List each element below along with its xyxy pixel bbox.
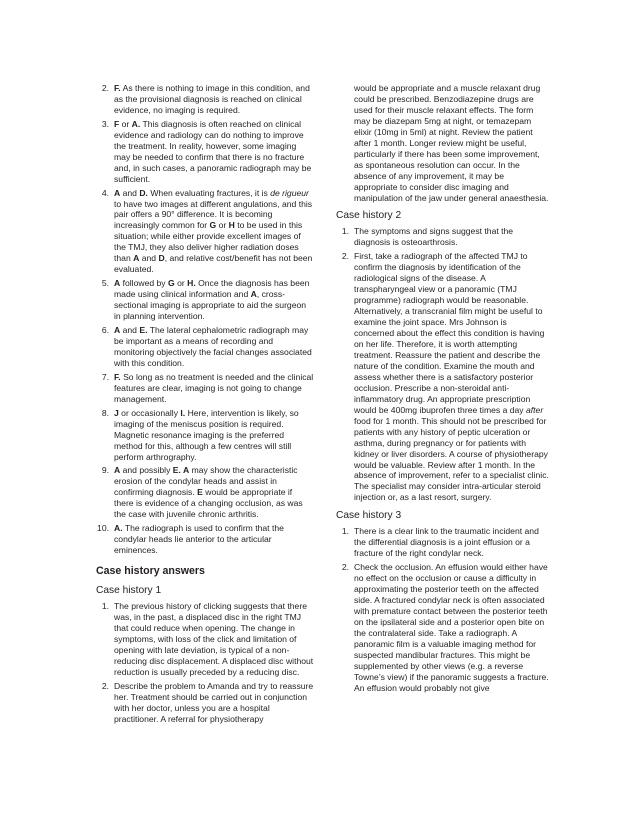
case-history-1-heading: Case history 1 <box>96 585 162 597</box>
list-item <box>96 188 314 276</box>
item-number: 1. <box>341 526 349 537</box>
list-item <box>96 523 314 556</box>
item-number: 5. <box>101 278 109 289</box>
list-item <box>96 372 314 405</box>
item-number: 9. <box>101 465 109 476</box>
item-number: 3. <box>101 118 109 129</box>
item-number: 2. <box>101 83 109 93</box>
case-history-1-list <box>96 601 314 724</box>
list-item <box>336 526 549 559</box>
list-item <box>96 681 314 725</box>
list-item <box>96 601 314 678</box>
item-text: J or occasionally I. Here, intervention is likely, so imaging of the meniscus position is required. Magnetic resonance imaging is the preferred method for this, although a few centres will still perform arthrography. <box>114 407 299 462</box>
list-item <box>96 408 314 463</box>
case-history-2-list <box>336 226 549 503</box>
list-item <box>96 325 314 369</box>
item-number: 10. <box>97 523 109 534</box>
item-text: F or A. This diagnosis is often reached on clinical evidence and radiology can do nothing to improve the treatment. In reality, however, some imaging may be needed to confirm that there is no fracture and, in such cases, a panoramic radiograph may be sufficient. <box>114 118 312 184</box>
case-history-3-list <box>336 526 549 693</box>
list-item <box>336 251 549 503</box>
list-item <box>336 562 549 693</box>
item-number: 2. <box>341 251 349 262</box>
item-number: 7. <box>101 371 109 382</box>
item-text: First, take a radiograph of the affected TMJ to confirm the diagnosis by identification of the radiological signs of the disease. A transpharyngeal view or a panoramic (TMJ programme) radiograph would be reasonable. Alternatively, a transcranial film might be useful to examine the joint space. Mrs Johnson is concerned about the effect this condition is having on her life. Therefore, it is worth attempting treatment. Reassure the patient and describe the nature of the condition. Examine the mouth and assess whether there is a satisfactory posterior occlusion. Prescribe a non-steroidal anti-inflammatory drug. An appropriate prescription would be 400mg ibuprofen three times a day after food for 1 month. This should not be prescribed for patients with any history of peptic ulceration or asthma, during pregnancy or for patients with kidney or liver disorders. A course of physiotherapy would be valuable. Review after 1 month. In the absence of improvement, refer to a specialist clinic. The specialist may consider intra-articular steroid injection or, as a last resort, surgery. <box>354 251 549 503</box>
item-number: 1. <box>101 601 109 612</box>
item-text: F. So long as no treatment is needed and the clinical features are clear, imaging is not going to change management. <box>114 371 314 404</box>
item-number: 1. <box>341 226 349 237</box>
left-column <box>96 83 314 728</box>
list-item <box>96 119 314 185</box>
item-text: A and possibly E. A may show the characteristic erosion of the condylar heads and assist in confirming diagnosis. E would be appropriate if there is evidence of a changing occlusion, as was the case with juvenile chronic arthritis. <box>114 465 303 520</box>
item-text: The previous history of clicking suggests that there was, in the past, a displaced disc in the right TMJ that could reduce when opening. The change in symptoms, with loss of the click and limitation of opening with late deviation, is typical of a non-reducing disc displacement. A displaced disc without reduction is usually preceded by a reducing disc. <box>114 601 314 677</box>
case-history-3-heading: Case history 3 <box>336 510 402 522</box>
case-history-2-heading: Case history 2 <box>336 210 402 222</box>
item-text: Describe the problem to Amanda and try to reassure her. Treatment should be carried out in conjunction with her doctor, unless you are a hospital practitioner. A referral for physiotherapy <box>114 680 314 724</box>
list-item <box>96 465 314 520</box>
item-number: 2. <box>101 680 109 691</box>
list-item <box>336 226 549 248</box>
item-text: Check the occlusion. An effusion would either have no effect on the occlusion or cause a difficulty in approximating the posterior teeth on the affected side. A fractured condylar neck is often associated with premature contact between the posterior teeth on the ipsilateral side and a posterior open bite on the contralateral side. Take a radiograph. A panoramic film is a valuable imaging method for suspected mandibular fractures. This might be supplemented by other views (e.g. a reverse Towne’s view) if the panoramic suggests a fracture. An effusion would probably not give <box>354 562 549 693</box>
list-item <box>96 83 314 116</box>
list-item <box>96 278 314 322</box>
item-text: There is a clear link to the traumatic incident and the differential diagnosis is a joint effusion or a fracture of the right condylar neck. <box>354 526 539 559</box>
item-number: 8. <box>101 407 109 418</box>
right-column <box>336 83 549 697</box>
item-text: A and D. When evaluating fractures, it is de rigueur to have two images at different angulations, and this pair offers a 90° difference. It is becoming increasingly common for G or H to be used in this situation; while either provide excellent images of the TMJ, they also deliver higher radiation doses than A and D, and relative cost/benefit has not been evaluated. <box>114 187 313 275</box>
item-text: F. As there is nothing to image in this condition, and as the provisional diagnosis is reached on clinical evidence, no imaging is required. <box>114 83 310 115</box>
answer-list <box>96 83 314 556</box>
item-number: 6. <box>101 325 109 336</box>
item-text: A and E. The lateral cephalometric radiograph may be important as a means of recording and monitoring objectively the facial changes associated with this condition. <box>114 325 312 368</box>
item-number: 2. <box>341 562 349 573</box>
item-number: 4. <box>101 187 109 198</box>
item-text: A followed by G or H. Once the diagnosis has been made using clinical information and A, cross-sectional imaging is appropriate to aid the surgeon in planning intervention. <box>114 278 310 322</box>
item-text: A. The radiograph is used to confirm that the condylar heads lie anterior to the articular eminences. <box>114 523 284 556</box>
continuation-paragraph: would be appropriate and a muscle relaxant drug could be prescribed. Benzodiazepine drugs are used for their muscle relaxant effects. The form may be diazepam 5mg at night, or temazepam elixir (10mg in 5ml) at night. Review the patient after 1 month. Longer review might be useful, particularly if there has been some improvement, as spontaneous resolution can occur. In the absence of any improvement, it may be appropriate to consider disc imaging and manipulation of the jaw under general anaesthesia. <box>354 83 549 203</box>
section-heading-case-history-answers: Case history answers <box>96 565 205 578</box>
item-text: The symptoms and signs suggest that the diagnosis is osteoarthrosis. <box>354 226 514 248</box>
